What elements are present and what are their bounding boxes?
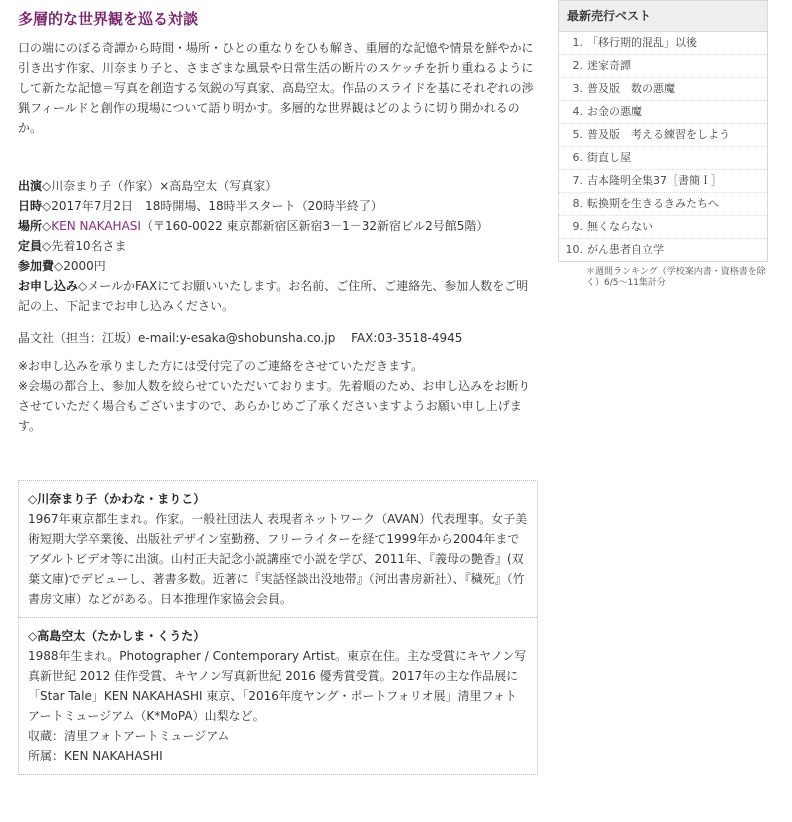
apply-row xyxy=(18,276,538,316)
rank-number: 4. xyxy=(572,105,583,118)
ranking-item[interactable] xyxy=(559,239,767,261)
venue-row xyxy=(18,216,538,236)
ranking-item[interactable] xyxy=(559,170,767,193)
bestseller-title: 最新売行ベスト xyxy=(558,0,768,31)
rank-number: 5. xyxy=(572,128,583,141)
capacity-value: ◇先着10名さま xyxy=(42,239,127,253)
rank-title[interactable]: 迷家奇譚 xyxy=(587,59,631,72)
rank-title[interactable]: 普及版 数の悪魔 xyxy=(587,82,675,95)
profile-takashima xyxy=(19,617,537,774)
venue-link[interactable]: KEN NAKAHASI xyxy=(51,219,141,233)
rank-number: 2. xyxy=(572,59,583,72)
profile-name: ◇川奈まり子（かわな・まりこ） xyxy=(28,492,206,506)
rank-number: 3. xyxy=(572,82,583,95)
rank-title[interactable]: 転換期を生きるきみたちへ xyxy=(587,197,719,210)
rank-title[interactable]: 無くならない xyxy=(587,220,653,233)
ranking-item[interactable] xyxy=(559,78,767,101)
profile-name: ◇高島空太（たかしま・くうた） xyxy=(28,629,206,643)
rank-number: 8. xyxy=(572,197,583,210)
venue-label: 場所 xyxy=(18,219,43,233)
note-confirmation: ※お申し込みを承りました方には受付完了のご連絡をさせていただきます。 xyxy=(18,359,424,373)
contact-info: 晶文社（担当：江坂）e-mail:y-esaka@shobunsha.co.jp FAX:03-3518-4945 xyxy=(18,331,463,345)
rank-number: 9. xyxy=(572,220,583,233)
ranking-item[interactable] xyxy=(559,147,767,170)
rank-title[interactable]: 普及版 考える練習をしよう xyxy=(587,128,730,141)
rank-title[interactable]: お金の悪魔 xyxy=(587,105,642,118)
ranking-item[interactable] xyxy=(559,32,767,55)
datetime-label: 日時 xyxy=(18,199,43,213)
datetime-value: ◇2017年7月2日 18時開場、18時半スタート（20時半終了） xyxy=(42,199,383,213)
profile-kawana xyxy=(19,481,537,617)
article xyxy=(18,0,538,436)
datetime-row xyxy=(18,196,538,216)
rank-number: 7. xyxy=(572,174,583,187)
capacity-label: 定員 xyxy=(18,239,43,253)
profile-bio: 1967年東京都生まれ。作家。一般社団法人 表現者ネットワーク（AVAN）代表理事。女子美術短期大学卒業後、出版社デザイン室勤務、フリーライターを経て1999年から2004年までアダルトビデオ等に出演。山村正夫記念小説講座で小説を学び、2011年、『義母の艶香』(双葉文庫)でデビューし、著書多数。近著に『実話怪談出没地帯』（河出書房新社）、『穢死』（竹書房文庫）などがある。日本推理作家協会会員。 xyxy=(28,512,528,606)
ranking-item[interactable] xyxy=(559,101,767,124)
fee-label: 参加費 xyxy=(18,259,55,273)
notes xyxy=(18,356,538,436)
sidebar xyxy=(558,0,768,289)
apply-value: ◇メールかFAXにてお願いいたします。お名前、ご住所、ご連絡先、参加人数をご明記の上、下記までお申し込みください。 xyxy=(18,279,529,313)
ranking-note: ＊週間ランキング（学校案内書・資格書を除く）6/5〜11集計分 xyxy=(586,267,766,288)
fee-value: ◇2000円 xyxy=(54,259,106,273)
apply-label: お申し込み xyxy=(18,279,79,293)
ranking-item[interactable] xyxy=(559,193,767,216)
profile-collection: 収蔵：清里フォトアートミュージアム xyxy=(28,729,230,743)
article-lead: 口の端にのぼる奇譚から時間・場所・ひとの重なりをひも解き、重層的な記憶や情景を鮮やかに引き出す作家、川奈まり子と、さまざまな風景や日常生活の断片のスケッチを折り重ねるようにして新たな記憶＝写真を創造する気鋭の写真家、高島空太。作品のスライドを基にそれぞれの渉猟フィールドと創作の現場について語り明かす。多層的な世界観はどのように切り開かれるのか。 xyxy=(18,41,534,135)
rank-number: 10. xyxy=(565,243,583,256)
ranking-item[interactable] xyxy=(559,216,767,239)
bestseller-list xyxy=(558,31,768,262)
ranking-item[interactable] xyxy=(559,124,767,147)
rank-title[interactable]: 「移行期的混乱」以後 xyxy=(587,36,697,49)
profile-bio: 1988年生まれ。Photographer / Contemporary Artist。東京在住。主な受賞にキヤノン写真新世紀 2012 佳作受賞、キヤノン写真新世紀 2016 優秀賞受賞。2017年の主な作品展に「Star Tale」KEN NAKAHASHI 東京、「2016年度ヤング・ポートフォリオ展」清里フォトアートミュージアム（K*MoPA）山梨など。 xyxy=(28,649,527,723)
rank-title[interactable]: がん患者自立学 xyxy=(587,243,664,256)
page-title: 多層的な世界観を巡る対談 xyxy=(18,10,199,28)
ranking-item[interactable] xyxy=(559,55,767,78)
capacity-row xyxy=(18,236,538,256)
profiles-box xyxy=(18,480,538,775)
performers-label: 出演 xyxy=(18,179,43,193)
fee-row xyxy=(18,256,538,276)
venue-address: （〒160-0022 東京都新宿区新宿3－1－32新宿ビル2号館5階） xyxy=(140,219,489,233)
rank-title[interactable]: 街直し屋 xyxy=(587,151,631,164)
rank-number: 6. xyxy=(572,151,583,164)
note-capacity: ※会場の都合上、参加人数を絞らせていただいております。先着順のため、お申し込みをお断りさせていただく場合もございますので、あらかじめご了承くださいますようお願い申し上げます。 xyxy=(18,379,531,433)
performers-value: ◇川奈まり子（作家）×高島空太（写真家） xyxy=(42,179,278,193)
performers-row xyxy=(18,176,538,196)
rank-number: 1. xyxy=(572,36,583,49)
profile-affiliation: 所属：KEN NAKAHASHI xyxy=(28,749,163,763)
event-details xyxy=(18,176,538,316)
venue-prefix: ◇ xyxy=(42,219,52,233)
rank-title[interactable]: 吉本隆明全集37［書簡Ｉ］ xyxy=(587,174,722,187)
